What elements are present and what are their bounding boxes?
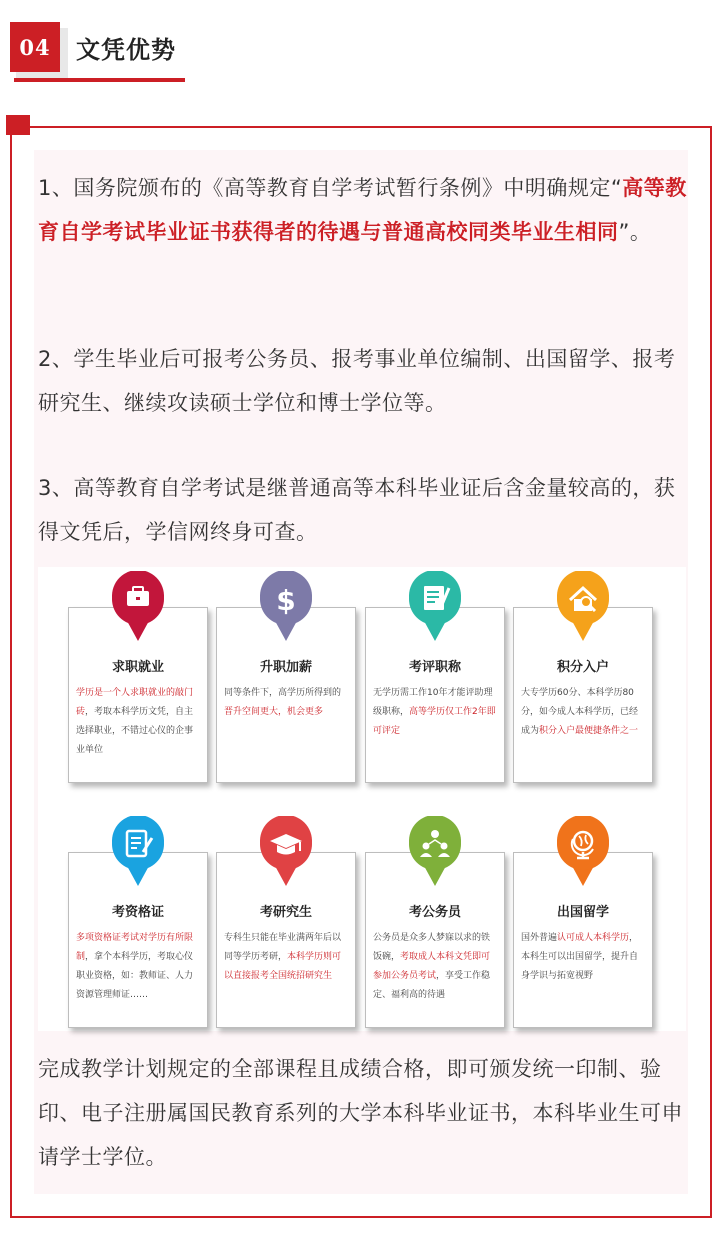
benefit-text: 公务员是众多人梦寐以求的铁饭碗， <box>373 933 491 962</box>
panel-corner-marker <box>6 115 30 135</box>
benefit-highlight: 认可成人本科学历 <box>557 933 630 943</box>
benefit-card-title: 出国留学 <box>556 905 609 920</box>
section-title: 文凭优势 <box>76 36 176 64</box>
benefit-text: ，考取本科学历文凭，自主选择职业，不错过心仪的企事业单位 <box>76 707 194 755</box>
benefit-card-text <box>76 684 201 760</box>
benefit-text: ，享受工作稳定、福利高的待遇 <box>373 971 491 1000</box>
paragraph-1-suffix: ”。 <box>618 220 652 244</box>
section-number: 04 <box>10 22 60 72</box>
benefit-text: ，拿个本科学历，考取心仪职业资格，如：教师证、人力资源管理师证…… <box>76 952 194 1000</box>
benefit-card-title: 考公务员 <box>408 905 461 920</box>
benefit-highlight: 本科学历则可以直接报考全国统招研究生 <box>224 952 342 981</box>
header-underline <box>14 78 185 82</box>
globe-icon <box>553 816 613 888</box>
dollar-icon <box>256 571 316 643</box>
paragraph-1 <box>38 166 688 254</box>
benefit-card-text <box>224 929 349 986</box>
paragraph-4: 完成教学计划规定的全部课程且成绩合格，即可颁发统一印制、验印、电子注册属国民教育系列的大学本科毕业证书，本科毕业生可申请学士学位。 <box>38 1057 683 1169</box>
benefit-card-title: 考研究生 <box>259 905 312 920</box>
paragraph-3: 3、高等教育自学考试是继普通高等本科毕业证后含金量较高的，获得文凭后，学信网终身可查。 <box>38 476 676 544</box>
benefit-card-title: 积分入户 <box>556 660 609 675</box>
certificate-icon <box>405 571 465 643</box>
benefit-card-title: 考资格证 <box>111 905 164 920</box>
people-icon <box>405 816 465 888</box>
benefit-highlight: 高等学历仅工作2年即可评定 <box>373 707 496 736</box>
benefit-card-title: 考评职称 <box>408 660 461 675</box>
benefit-text: 大专学历60分、本科学历80分，如今成人本科学历，已经成为 <box>521 688 639 736</box>
benefit-text: ，本科生可以出国留学，提升自身学识与拓宽视野 <box>521 933 639 981</box>
benefit-highlight: 学历是一个人求职就业的敲门砖 <box>76 688 194 717</box>
benefit-highlight: 考取成人本科文凭即可参加公务员考试 <box>373 952 491 981</box>
house-search-icon <box>553 571 613 643</box>
benefit-card-title: 求职就业 <box>111 660 164 675</box>
benefit-text: 无学历需工作10年才能评助理级职称， <box>373 688 493 717</box>
benefit-highlight: 积分入户最便捷条件之一 <box>539 726 639 736</box>
benefit-text: 专科生只能在毕业满两年后以同等学历考研， <box>224 933 342 962</box>
benefits-infographic <box>38 567 686 1031</box>
benefit-card-text <box>521 684 646 741</box>
section-header <box>10 22 185 86</box>
paragraph-1-prefix: 1、国务院颁布的《高等教育自学考试暂行条例》中明确规定“ <box>38 176 623 200</box>
benefit-card-text <box>76 929 201 1005</box>
svg-text:$: $ <box>276 584 296 617</box>
document-pen-icon <box>108 816 168 888</box>
benefit-text: 国外普遍 <box>521 933 558 943</box>
benefit-highlight: 多项资格证考试对学历有所限制 <box>76 933 194 962</box>
benefit-card-title: 升职加薪 <box>259 660 312 675</box>
paragraph-1-highlight: 高等教育自学考试毕业证书获得者的待遇与普通高校同类毕业生相同 <box>38 176 687 244</box>
benefit-text: 同等条件下，高学历所得到的 <box>224 688 342 698</box>
benefit-card-text <box>224 684 349 722</box>
briefcase-icon <box>108 571 168 643</box>
graduation-cap-icon <box>256 816 316 888</box>
benefit-card-text <box>521 929 646 986</box>
benefit-highlight: 晋升空间更大，机会更多 <box>224 707 324 717</box>
benefit-card-text <box>373 929 498 1005</box>
benefit-card-text <box>373 684 498 741</box>
paragraph-2: 2、学生毕业后可报考公务员、报考事业单位编制、出国留学、报考研究生、继续攻读硕士学位和博士学位等。 <box>38 347 676 415</box>
